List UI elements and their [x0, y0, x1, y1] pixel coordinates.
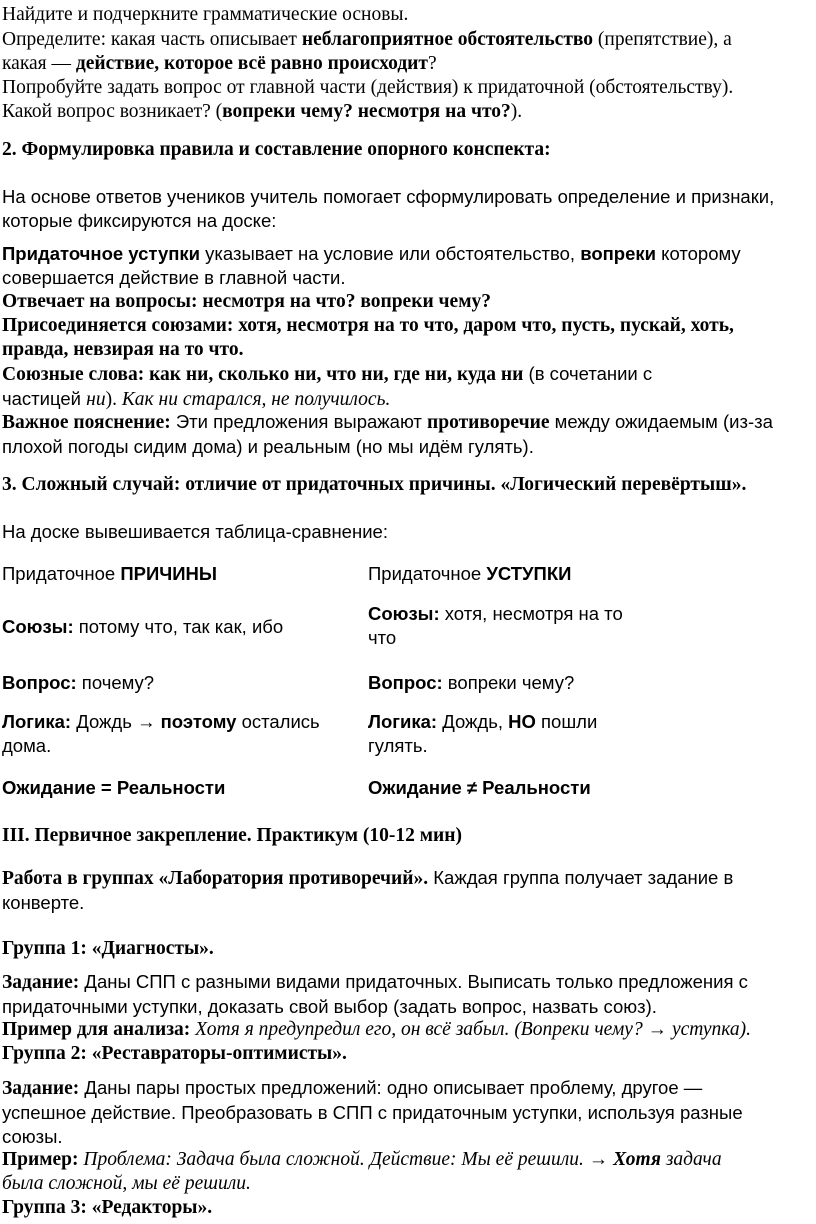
section-iii-heading: III. Первичное закрепление. Практикум (10-12 мин)	[2, 825, 463, 846]
conjunctions-paragraph: Присоединяется союзами: хотя, несмотря на то что, даром что, пусть, пускай, хоть, правда, невзирая на то что.	[2, 315, 734, 360]
action-happens-text: действие, которое всё равно происходит	[75, 53, 428, 74]
intro-paragraph-3: Попробуйте задать вопрос от главной части (действия) к придаточной (обстоятельству). Какой вопрос возникает? (вопреки чему? несмотря на что?).	[2, 77, 734, 122]
group-2-task: Задание: Даны пары простых предложений: одно описывает проблему, другое — успешное действие. Преобразовать в СПП с придаточным уступки, используя разные союзы.	[2, 1077, 743, 1147]
definition-paragraph: Придаточное уступки указывает на условие или обстоятельство, вопреки которому совершается действие в главной части.	[2, 243, 741, 288]
group-work-paragraph: Работа в группах «Лаборатория противоречий». Каждая группа получает задание в конверте.	[2, 867, 734, 913]
section-2-intro: На основе ответов учеников учитель помогает сформулировать определение и признаки, которые фиксируются на доске:	[2, 186, 775, 231]
intro-instruction	[2, 3, 810, 27]
table-cell-cause-expectation: Ожидание = Реальности	[2, 777, 226, 798]
important-note-paragraph: Важное пояснение: Эти предложения выражают противоречие между ожидаемым (из-за плохой погоды сидим дома) и реальным (но мы идём гулять).	[2, 411, 773, 457]
table-cell-concession-conjunctions: Союзы: хотя, несмотря на то что	[368, 603, 623, 648]
conjunctive-words-paragraph: Союзные слова: как ни, сколько ни, что ни, где ни, куда ни (в сочетании с частицей ни). Как ни старался, не получилось.	[2, 363, 653, 410]
example-sentence: Как ни старался, не получилось.	[121, 389, 391, 410]
unfavorable-circumstance-text: неблагоприятное обстоятельство	[301, 29, 594, 50]
group-1-title: Группа 1: «Диагносты».	[2, 938, 214, 959]
group-2-example: Пример: Проблема: Задача была сложной. Действие: Мы её решили. → Хотя задача была сложной, мы её решили.	[2, 1149, 722, 1194]
section-3-heading: 3. Сложный случай: отличие от придаточных причины. «Логический перевёртыш».	[2, 474, 747, 495]
table-cell-concession-logic: Логика: Дождь, НО пошли гулять.	[368, 711, 598, 756]
board-line: На доске вывешивается таблица-сравнение:	[2, 521, 388, 542]
table-header-cause: Придаточное ПРИЧИНЫ	[2, 563, 218, 584]
comparison-table	[2, 558, 652, 803]
table-cell-concession-expectation: Ожидание ≠ Реальности	[368, 777, 591, 798]
group-1-task: Задание: Даны СПП с разными видами придаточных. Выписать только предложения с придаточными уступки, доказать свой выбор (задать вопрос, назвать союз).	[2, 971, 748, 1017]
group-2-title: Группа 2: «Реставраторы-оптимисты».	[2, 1043, 347, 1064]
group-3-title: Группа 3: «Редакторы».	[2, 1197, 213, 1218]
question-bold: вопреки чему? несмотря на что?	[222, 101, 511, 122]
intro-paragraph-2: Определите: какая часть описывает неблагоприятное обстоятельство (препятствие), а какая — действие, которое всё равно происходит?	[2, 29, 732, 74]
table-cell-cause-question: Вопрос: почему?	[2, 672, 155, 693]
group-1-example: Пример для анализа: Хотя я предупредил его, он всё забыл. (Вопреки чему? → уступка).	[2, 1019, 752, 1040]
intro-line-1: Найдите и подчеркните грамматические основы.	[2, 4, 409, 25]
table-cell-cause-logic: Логика: Дождь → поэтому остались дома.	[2, 711, 320, 756]
table-cell-concession-question: Вопрос: вопреки чему?	[368, 672, 575, 693]
questions-line: Отвечает на вопросы: несмотря на что? вопреки чему?	[2, 291, 491, 312]
table-header-concession: Придаточное УСТУПКИ	[368, 563, 572, 584]
table-cell-cause-conjunctions: Союзы: потому что, так как, ибо	[2, 616, 284, 637]
section-2-heading: 2. Формулировка правила и составление опорного конспекта:	[2, 139, 551, 160]
